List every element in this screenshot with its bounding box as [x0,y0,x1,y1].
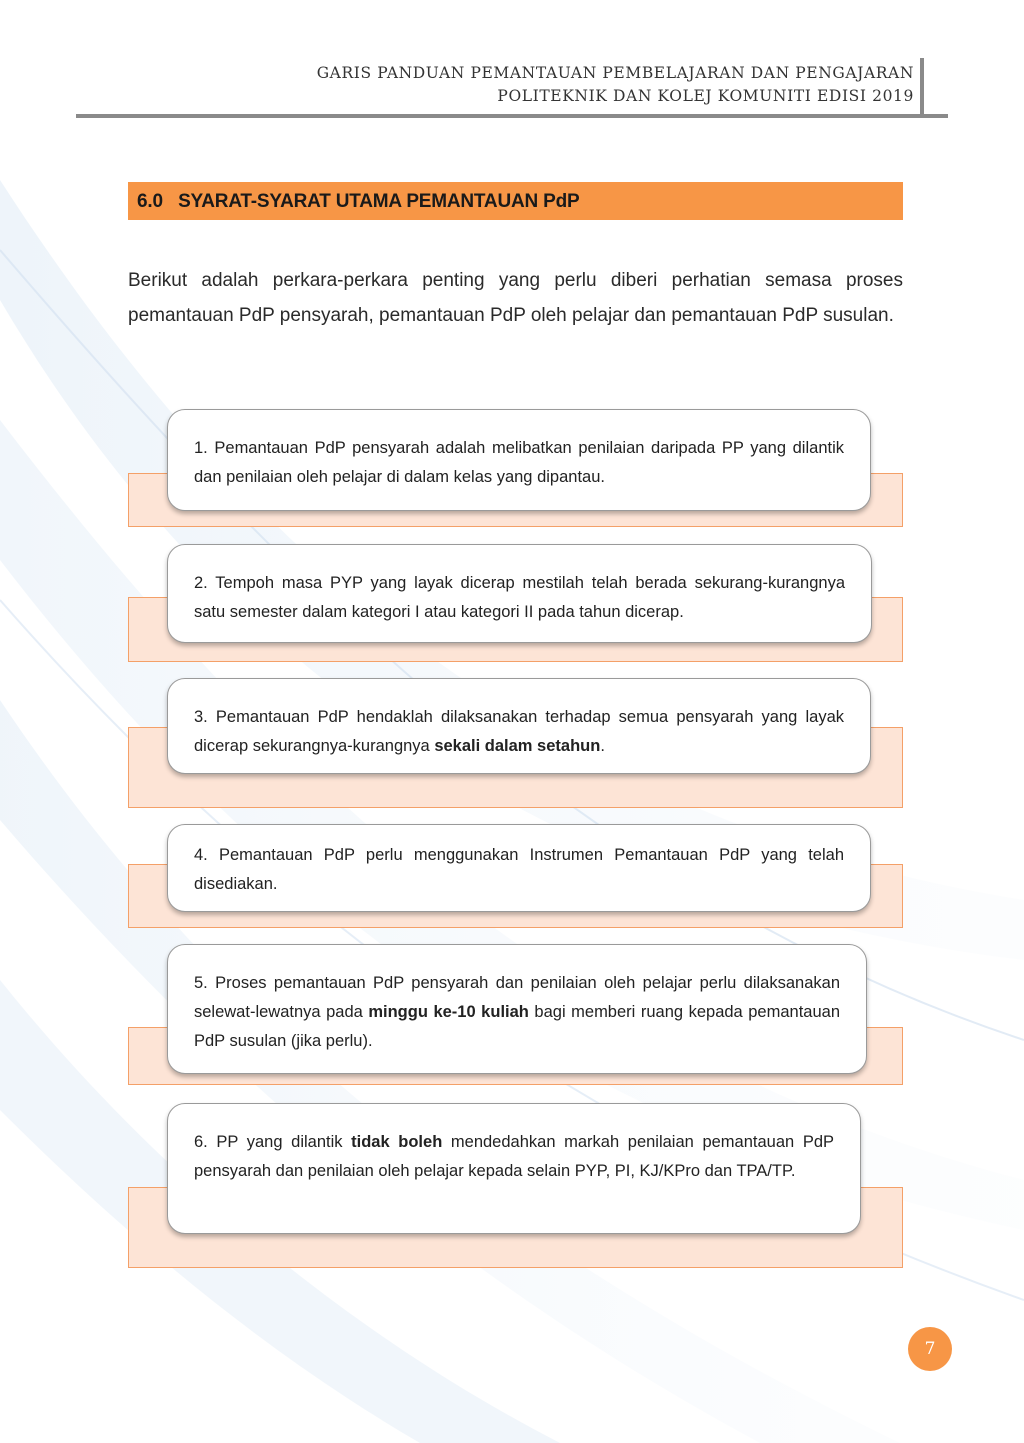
highlight-minggu-ke-10: minggu ke-10 kuliah [368,1003,529,1021]
item-card-1 [167,409,871,511]
item-card-3 [167,678,871,774]
header-vertical-bar [920,58,924,114]
item-card-4 [167,824,871,912]
section-heading-bar [128,182,903,220]
header-line-2: POLITEKNIK DAN KOLEJ KOMUNITI EDISI 2019 [497,87,914,105]
page-number: 7 [908,1327,952,1371]
item-text-2: 2. Tempoh masa PYP yang layak dicerap mestilah telah berada sekurang-kurangnya satu semester dalam kategori I atau kategori II pada tahun dicerap. [194,574,845,621]
header-rule [76,114,948,118]
item-text-3: 3. Pemantauan PdP hendaklah dilaksanakan terhadap semua pensyarah yang layak dicerap sekurangnya-kurangnya sekali dalam setahun. [194,708,844,755]
document-header [317,62,914,108]
header-line-1: GARIS PANDUAN PEMANTAUAN PEMBELAJARAN DAN PENGAJARAN [316,64,914,82]
item-text-6: 6. PP yang dilantik tidak boleh mendedahkan markah penilaian pemantauan PdP pensyarah dan penilaian oleh pelajar kepada selain PYP, PI, KJ/KPro dan TPA/TP. [194,1133,835,1180]
intro-paragraph: Berikut adalah perkara-perkara penting yang perlu diberi perhatian semasa proses pemantauan PdP pensyarah, pemantauan PdP oleh pelajar dan pemantauan PdP susulan. [128,270,903,326]
item-text-4: 4. Pemantauan PdP perlu menggunakan Instrumen Pemantauan PdP yang telah disediakan. [194,846,844,893]
highlight-tidak-boleh: tidak boleh [351,1133,443,1151]
item-text-1: 1. Pemantauan PdP pensyarah adalah melibatkan penilaian daripada PP yang dilantik dan penilaian oleh pelajar di dalam kelas yang dipantau. [194,439,844,486]
item-card-2 [167,544,872,643]
section-title [137,191,579,213]
item-text-5: 5. Proses pemantauan PdP pensyarah dan penilaian oleh pelajar perlu dilaksanakan selewat-lewatnya pada minggu ke-10 kuliah bagi memberi ruang kepada pemantauan PdP susulan (jika perlu). [194,974,841,1050]
section-number: 6.0 [137,191,163,212]
highlight-sekali-dalam-setahun: sekali dalam setahun [434,737,601,755]
section-title-text: SYARAT-SYARAT UTAMA PEMANTAUAN PdP [178,191,580,212]
item-card-6 [167,1103,861,1234]
item-card-5 [167,944,867,1074]
